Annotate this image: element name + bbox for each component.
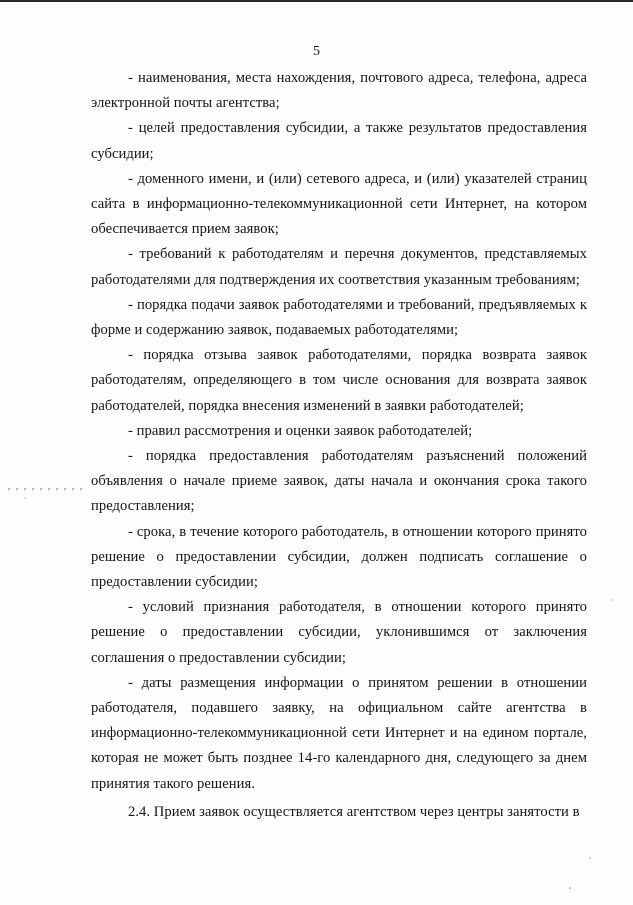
list-item-clarification-procedure: - порядка предоставления работодателям разъяснений положений объявления о начале приеме заявок, даты начала и окончания срока такого предоставления; — [91, 448, 587, 515]
list-item-subsidy-goals: - целей предоставления субсидии, а также результатов предоставления субсидии; — [91, 120, 587, 162]
list-item-evasion-conditions: - условий признания работодателя, в отношении которого принято решение о предоставлении субсидии, уклонившимся от заключения соглашения о предоставлении субсидии; — [91, 599, 587, 666]
list-item-agency-contacts: - наименования, места нахождения, почтового адреса, телефона, адреса электронной почты агентства; — [91, 70, 587, 112]
scan-speck — [24, 497, 25, 498]
scan-speck — [611, 599, 612, 600]
list-item-submission-procedure: - порядка подачи заявок работодателями и требований, предъявляемых к форме и содержанию заявок, подаваемых работодателями; — [91, 296, 587, 339]
scan-speck — [589, 857, 590, 858]
list-item-withdrawal-procedure: - порядка отзыва заявок работодателями, порядка возврата заявок работодателям, определяющего в том числе основания для возврата заявок работодателей, порядка внесения изменений в заявки работодателей; — [91, 347, 587, 414]
list-item-review-rules: - правил рассмотрения и оценки заявок работодателей; — [128, 422, 473, 439]
list-item-signing-deadline: - срока, в течение которого работодатель, в отношении которого принято решение о предоставлении субсидии, должен подписать соглашение о предоставлении субсидии; — [91, 523, 587, 591]
scan-top-edge — [0, 0, 633, 2]
list-item-publication-date: - даты размещения информации о принятом решении в отношении работодателя, подавшего заявку, на официальном сайте агентства в информационно-телекоммуникационной сети Интернет и на едином портале, которая не может быть позднее 14-го календарного дня, следующего за днем принятия такого решения. — [91, 674, 587, 792]
section-2-4-paragraph: 2.4. Прием заявок осуществляется агентством через центры занятости в — [128, 803, 580, 820]
list-item-employer-requirements: - требований к работодателям и перечня документов, представляемых работодателями для подтверждения их соответствия указанным требованиям; — [91, 246, 587, 288]
document-body — [91, 66, 587, 825]
page-number: 5 — [313, 44, 320, 59]
list-item-domain-name: - доменного имени, и (или) сетевого адреса, и (или) указателей страниц сайта в информационно-телекоммуникационной сети Интернет, на котором обеспечивается прием заявок; — [91, 170, 587, 238]
scan-speck — [569, 887, 571, 889]
